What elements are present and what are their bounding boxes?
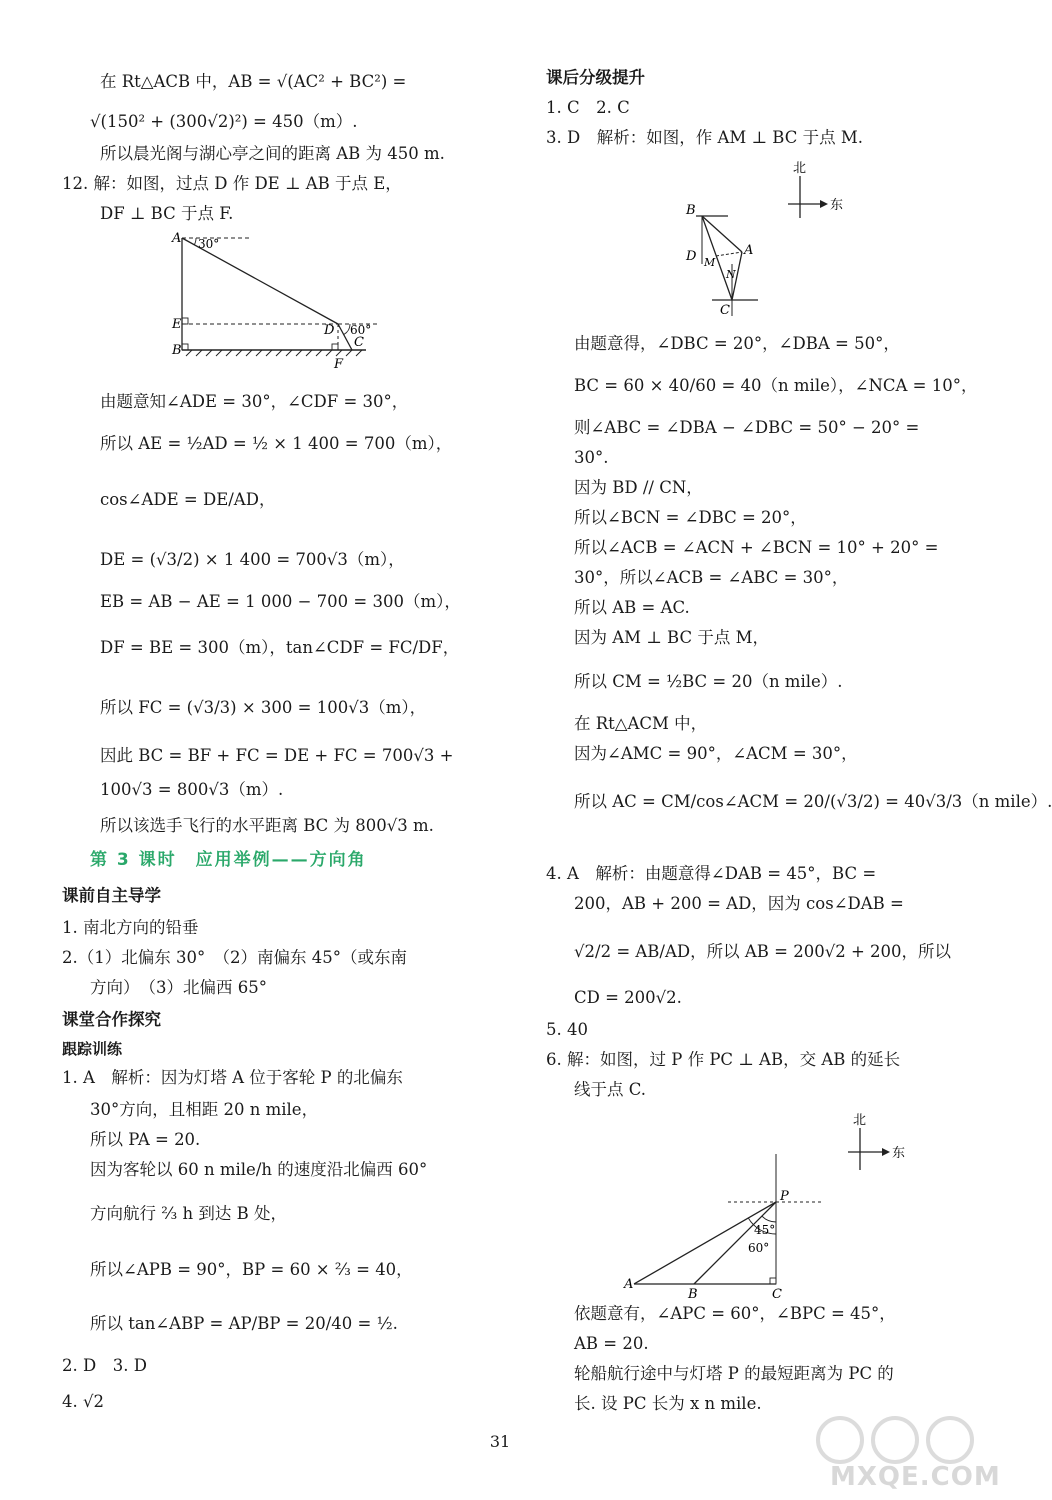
problem-4: 4. A 解析：由题意得∠DAB = 45°，BC = [546,864,877,883]
watermark-text: MXQE.COM [830,1462,1001,1492]
list-item: 4. √2 [62,1392,104,1411]
label-a: A [744,243,754,258]
north-label: 北 [793,161,807,176]
figure-glider-diagram [170,230,400,372]
text-line: √(150² + (300√2)²) = 450（m）. [90,112,358,131]
problem-12: 12. 解：如图，过点 D 作 DE ⊥ AB 于点 E， [62,174,402,193]
text-line: 30°. [574,448,609,467]
text-line: 因为∠AMC = 90°，∠ACM = 30°， [574,744,858,763]
text-line: 方向航行 ⅔ h 到达 B 处， [90,1204,287,1223]
text-line: 则∠ABC = ∠DBA − ∠DBC = 50° − 20° = [574,418,920,437]
text-line: 30°方向，且相距 20 n mile， [90,1100,319,1119]
text-line: 由题意得，∠DBC = 20°，∠DBA = 50°， [574,334,900,353]
problem-6: 6. 解：如图，过 P 作 PC ⊥ AB，交 AB 的延长 [546,1050,901,1069]
list-item: 1. 南北方向的铅垂 [62,918,199,937]
text-line: 因为 BD // CN， [574,478,703,497]
text-line: 所以晨光阁与湖心亭之间的距离 AB 为 450 m. [100,144,445,163]
text-line: 30°，所以∠ACB = ∠ABC = 30°， [574,568,849,587]
text-line: DE = (√3/2) × 1 400 = 700√3（m）， [100,550,405,569]
angle-label-30: 30° [198,237,220,251]
text-line: 所以 AB = AC. [574,598,690,617]
label-e: E [172,317,182,332]
east-label: 东 [830,198,844,213]
heading-practice: 跟踪训练 [62,1040,123,1058]
text-line: 长. 设 PC 长为 x n mile. [574,1394,762,1413]
text-line: 因为客轮以 60 n mile/h 的速度沿北偏西 60° [90,1160,428,1179]
text-line: 所以∠APB = 90°，BP = 60 × ⅔ = 40， [90,1260,413,1279]
label-m: M [704,256,716,269]
text-line: √2/2 = AB/AD，所以 AB = 200√2 + 200，所以 [574,942,952,961]
label-d: D [324,323,335,338]
east-label: 东 [892,1146,906,1161]
text-line: 依题意有，∠APC = 60°，∠BPC = 45°， [574,1304,896,1323]
text-line: cos∠ADE = DE/AD， [100,490,276,509]
north-label: 北 [853,1113,867,1128]
text-line: 所以 tan∠ABP = AP/BP = 20/40 = ½. [90,1314,398,1333]
heading-after-class: 课后分级提升 [546,68,645,87]
label-a: A [172,231,182,246]
angle-label-60: 60° [748,1241,770,1255]
figure-lighthouse-diagram [616,1104,916,1302]
text-line: 轮船航行途中与灯塔 P 的最短距离为 PC 的 [574,1364,894,1383]
text-line: 在 Rt△ACB 中，AB = √(AC² + BC²) = [100,72,407,91]
text-line: 所以∠BCN = ∠DBC = 20°， [574,508,807,527]
text-line: DF ⊥ BC 于点 F. [100,204,234,223]
label-d: D [686,249,697,264]
list-item: 2.（1）北偏东 30° （2）南偏东 45°（或东南 [62,948,407,967]
text-line: BC = 60 × 40/60 = 40（n mile），∠NCA = 10°， [574,376,978,395]
text-line: 在 Rt△ACM 中， [574,714,708,733]
text-line: 线于点 C. [574,1080,647,1099]
list-item: 5. 40 [546,1020,588,1039]
text-line: DF = BE = 300（m），tan∠CDF = FC/DF， [100,638,460,657]
angle-label-60: 60° [350,323,372,337]
text-line: EB = AB − AE = 1 000 − 700 = 300（m）， [100,592,461,611]
figure-bearing-diagram [676,154,856,330]
label-c: C [772,1287,782,1302]
text-line: 所以∠ACB = ∠ACN + ∠BCN = 10° + 20° = [574,538,939,557]
list-item: 2. D 3. D [62,1356,147,1375]
angle-label-45: 45° [754,1223,776,1237]
text-line: 所以 FC = (√3/3) × 300 = 100√3（m）， [100,698,427,717]
label-p: P [780,1189,789,1204]
text-line: 因此 BC = BF + FC = DE + FC = 700√3 + [100,746,454,765]
text-line: 200，AB + 200 = AD，因为 cos∠DAB = [574,894,904,913]
text-line: 由题意知∠ADE = 30°，∠CDF = 30°， [100,392,409,411]
problem-3: 3. D 解析：如图，作 AM ⊥ BC 于点 M. [546,128,863,147]
text-line: 因为 AM ⊥ BC 于点 M， [574,628,770,647]
text-line: AB = 20. [574,1334,649,1353]
label-c: C [720,303,730,318]
list-item: 1. C 2. C [546,98,630,117]
heading-pre-class: 课前自主导学 [62,886,161,905]
text-line: CD = 200√2. [574,988,682,1007]
label-c: C [354,335,364,350]
text-line: 所以该选手飞行的水平距离 BC 为 800√3 m. [100,816,434,835]
text-line: 所以 AE = ½AD = ½ × 1 400 = 700（m）， [100,434,453,453]
text-line: 所以 AC = CM/cos∠ACM = 20/(√3/2) = 40√3/3（n mile）. [574,792,1052,811]
heading-in-class: 课堂合作探究 [62,1010,161,1029]
text-line: 所以 CM = ½BC = 20（n mile）. [574,672,843,691]
text-line: 100√3 = 800√3（m）. [100,780,284,799]
list-item: 1. A 解析：因为灯塔 A 位于客轮 P 的北偏东 [62,1068,403,1087]
page-number: 31 [489,1432,511,1451]
label-n: N [726,268,736,281]
label-b: B [172,343,182,358]
label-b: B [688,1287,698,1302]
label-f: F [334,357,344,372]
list-item: 方向） （3）北偏西 65° [90,978,267,997]
label-a: A [624,1277,634,1292]
section-title: 第 3 课时 应用举例——方向角 [90,850,367,870]
label-b: B [686,203,696,218]
text-line: 所以 PA = 20. [90,1130,201,1149]
